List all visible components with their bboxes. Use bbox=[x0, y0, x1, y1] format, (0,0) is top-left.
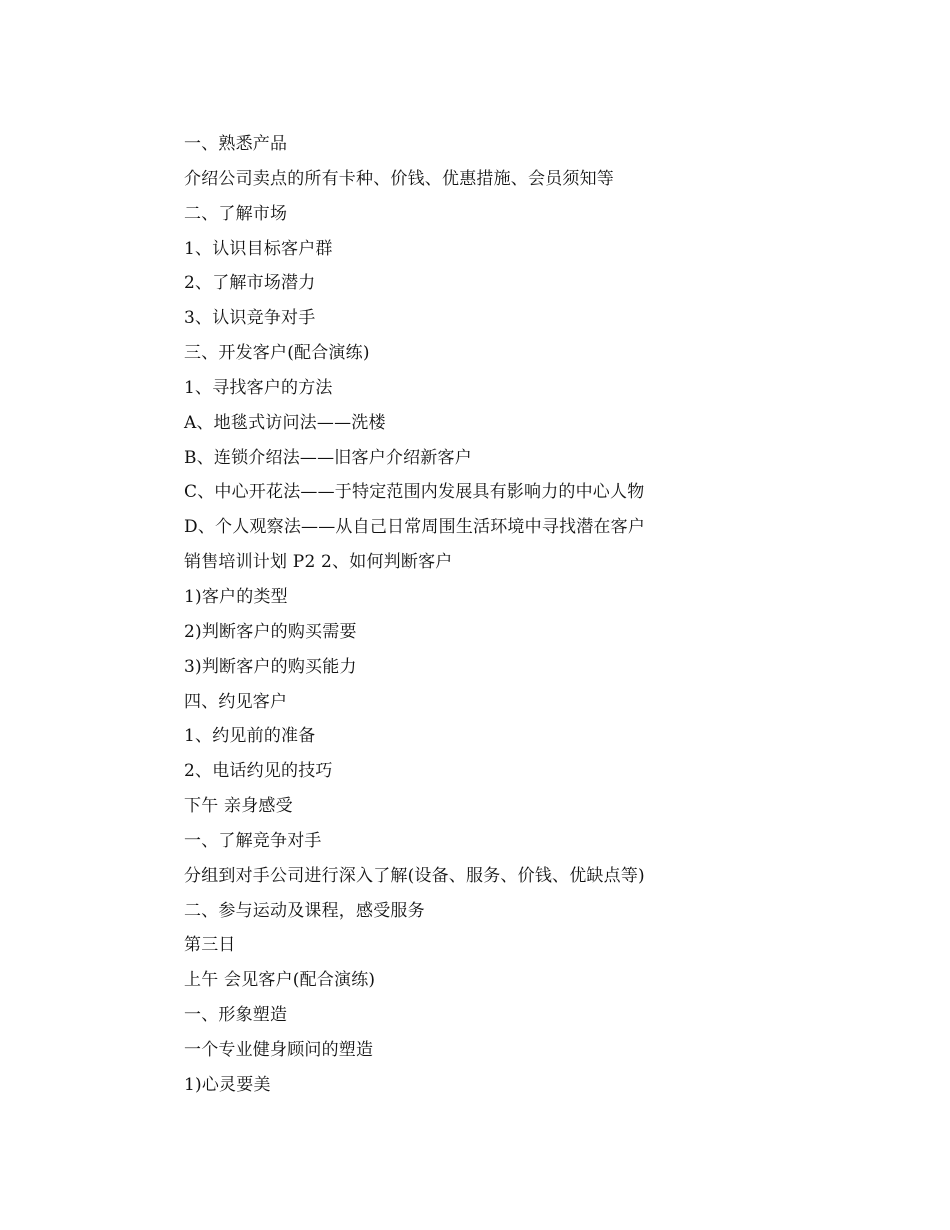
heading-develop-customers: 三、开发客户(配合演练) bbox=[184, 343, 370, 364]
heading-competitors: 一、了解竞争对手 bbox=[184, 830, 322, 851]
text-line: 分组到对手公司进行深入了解(设备、服务、价钱、优缺点等) bbox=[184, 865, 645, 886]
list-item: 1、约见前的准备 bbox=[184, 726, 316, 747]
list-item: B、连锁介绍法——旧客户介绍新客户 bbox=[184, 447, 472, 468]
session-heading: 上午 会见客户(配合演练) bbox=[184, 970, 376, 991]
session-heading: 下午 亲身感受 bbox=[184, 796, 293, 817]
heading-appointment: 四、约见客户 bbox=[184, 691, 288, 712]
list-item: 3、认识竞争对手 bbox=[184, 308, 316, 329]
list-item: 1、认识目标客户群 bbox=[184, 238, 333, 259]
list-item: 1、寻找客户的方法 bbox=[184, 377, 333, 398]
list-item: 3)判断客户的购买能力 bbox=[184, 656, 357, 677]
list-item: 1)心灵要美 bbox=[184, 1074, 271, 1095]
text-line: 一个专业健身顾问的塑造 bbox=[184, 1039, 374, 1060]
list-item: 2、电话约见的技巧 bbox=[184, 761, 333, 782]
list-item: D、个人观察法——从自己日常周围生活环境中寻找潜在客户 bbox=[184, 517, 646, 538]
list-item: 1)客户的类型 bbox=[184, 586, 288, 607]
day-heading: 第三日 bbox=[184, 935, 236, 956]
document-body bbox=[184, 131, 884, 1107]
list-item: 2)判断客户的购买需要 bbox=[184, 621, 357, 642]
text-line: 介绍公司卖点的所有卡种、价钱、优惠措施、会员须知等 bbox=[184, 168, 614, 189]
heading-understand-market: 二、了解市场 bbox=[184, 203, 288, 224]
heading-familiarize-products: 一、熟悉产品 bbox=[184, 134, 288, 154]
heading-image-building: 一、形象塑造 bbox=[184, 1005, 288, 1026]
list-item: C、中心开花法——于特定范围内发展具有影响力的中心人物 bbox=[184, 482, 645, 503]
list-item: 2、了解市场潜力 bbox=[184, 273, 316, 294]
list-item: A、地毯式访问法——洗楼 bbox=[184, 412, 386, 433]
text-line: 销售培训计划 P2 2、如何判断客户 bbox=[184, 552, 453, 573]
heading-experience-service: 二、参与运动及课程，感受服务 bbox=[184, 900, 425, 921]
